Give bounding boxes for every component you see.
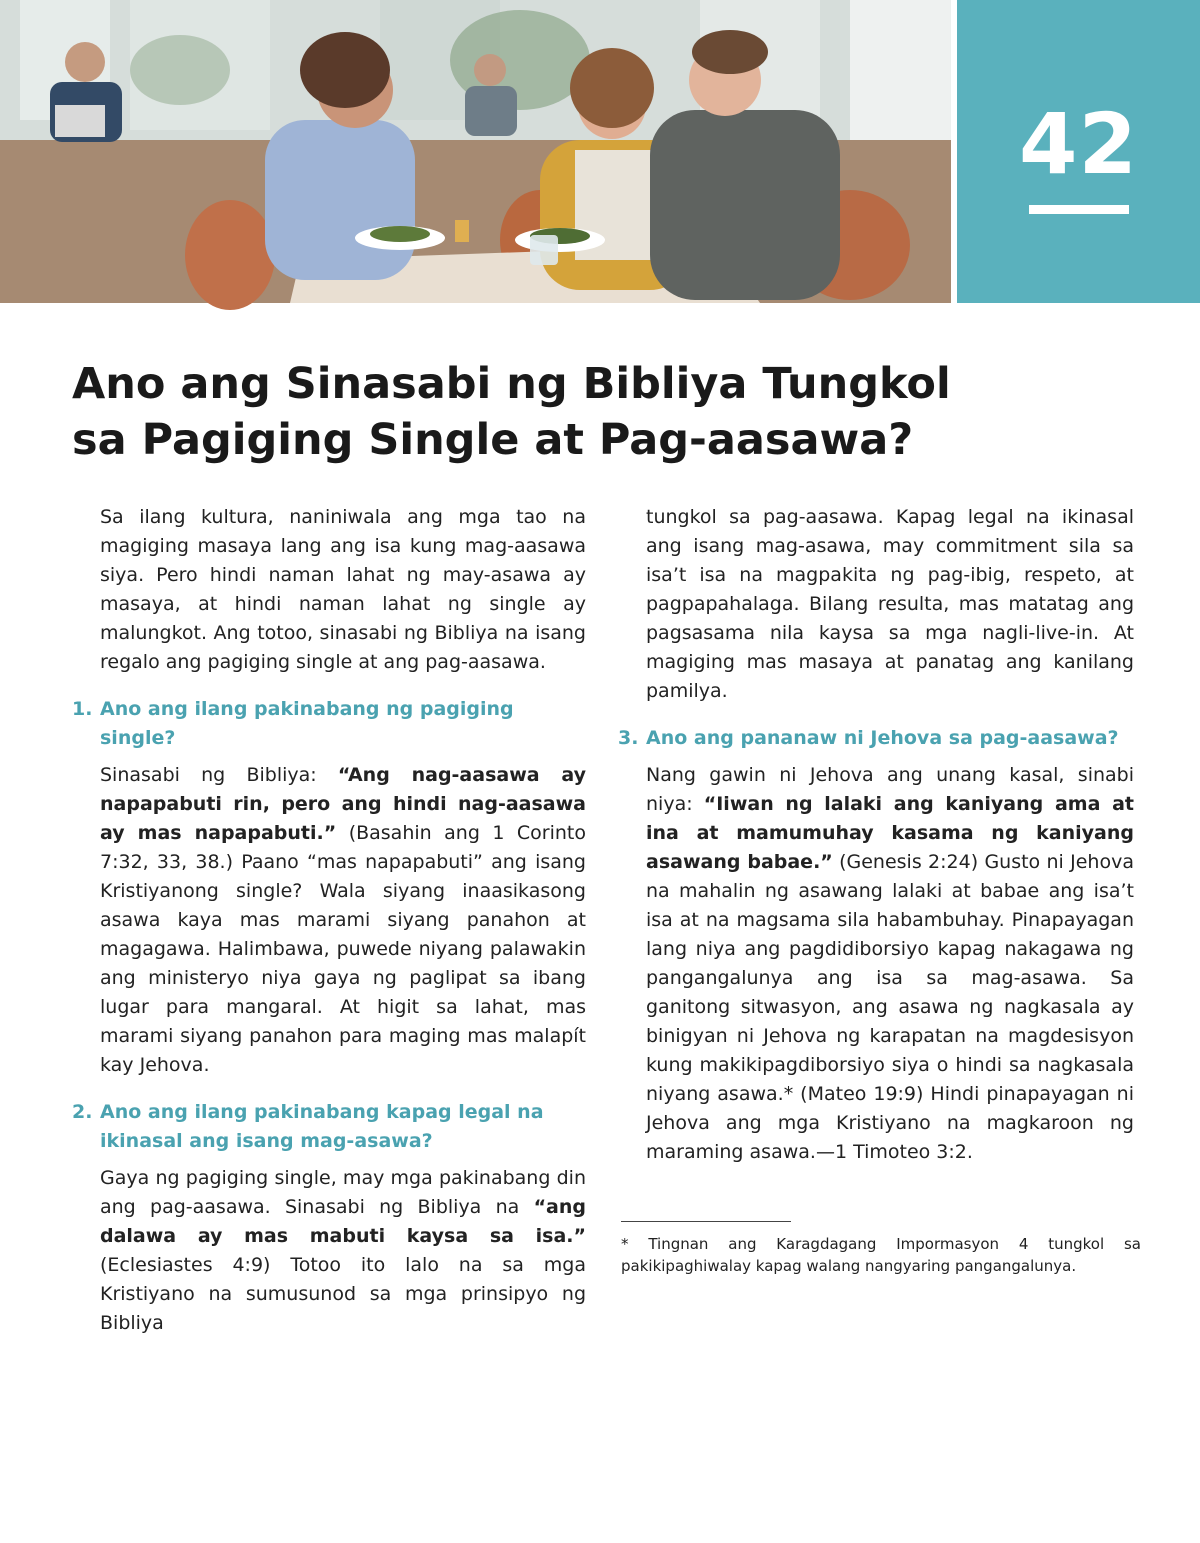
left-column bbox=[72, 503, 586, 1334]
answer-1-lead: Sinasabi ng Bibliya: bbox=[100, 764, 338, 786]
lesson-number: 42 bbox=[1019, 95, 1138, 193]
answer-1-quote: “Ang nag-aasawa ay napapabuti rin, pero ang hindi nag-aasawa ay mas napapabuti.” bbox=[100, 764, 586, 844]
question-2-text-line1: Ano ang ilang pakinabang kapag legal na bbox=[100, 1101, 544, 1123]
page-title-line1: Ano ang Sinasabi ng Bibliya Tungkol bbox=[72, 359, 951, 409]
question-3-heading bbox=[618, 724, 1134, 753]
lesson-number-underline bbox=[1029, 205, 1129, 214]
question-1-number: 1. bbox=[72, 698, 93, 720]
question-3-number: 3. bbox=[618, 727, 639, 749]
answer-3-body: (Genesis 2:24) Gusto ni Jehova na mahalin ng asawang lalaki at babae ang isa’t isa at na magsama sila habambuhay. Pinapayagan lang niya ang pagdidiborsiyo kapag nakagawa ng pangangalunya ang isa sa mag-asawa. Sa ganitong sitwasyon, ang asawa ng nagkasala ay binigyan ni Jehova ng karapatan na magdesisyon kung makikipagdiborsiyo siya o hindi sa nagkasala niyang asawa.* (Mateo 19:9) Hindi pinapayagan ni Jehova ang mga Kristiyano na magkaroon ng maraming asawa.—1 Timoteo 3:2. bbox=[646, 851, 1134, 1163]
answer-3-quote: “Iiwan ng lalaki ang kaniyang ama at ina at mamumuhay kasama ng kaniyang asawang babae.” bbox=[646, 793, 1134, 873]
answer-2-body-part1: (Eclesiastes 4:9) Totoo ito lalo na sa mga Kristiyano na sumusunod sa mga prinsipyo ng Bibliya bbox=[100, 1254, 586, 1334]
page-title-line2: sa Pagiging Single at Pag-aasawa? bbox=[72, 415, 914, 465]
cafe-photo-icon bbox=[0, 0, 951, 303]
footnote: * Tingnan ang Karagdagang Impormasyon 4 tungkol sa pakikipaghiwalay kapag walang nangyaring pangangalunya. bbox=[621, 1235, 1141, 1275]
answer-3-paragraph bbox=[646, 761, 1134, 1167]
question-2-number: 2. bbox=[72, 1101, 93, 1123]
answer-3-lead: Nang gawin ni Jehova ang unang kasal, sinabi niya: bbox=[646, 764, 1134, 815]
answer-2-lead: Gaya ng pagiging single, may mga pakinabang din ang pag-aasawa. Sinasabi ng Bibliya na bbox=[100, 1167, 586, 1218]
question-2-heading bbox=[72, 1098, 586, 1156]
question-1-text: Ano ang ilang pakinabang ng pagiging single? bbox=[100, 698, 514, 749]
header-photo bbox=[0, 0, 951, 303]
footnote-divider bbox=[621, 1221, 791, 1222]
page-title bbox=[72, 356, 1072, 468]
answer-1-body: (Basahin ang 1 Corinto 7:32, 33, 38.) Paano “mas napapabuti” ang isang Kristiyanong single? Wala siyang inaasikasong asawa kaya mas marami siyang panahon at magagawa. Halimbawa, puwede niyang palawakin ang ministeryo niya gaya ng paglipat sa ibang lugar para mangaral. At higit sa lahat, mas marami siyang panahon para maging mas malapít kay Jehova. bbox=[100, 822, 586, 1076]
lesson-number-box bbox=[957, 0, 1200, 303]
question-1-heading bbox=[72, 695, 586, 753]
answer-1-paragraph bbox=[100, 761, 586, 1080]
question-2-text-line2: ikinasal ang isang mag-asawa? bbox=[100, 1130, 433, 1152]
answer-2-paragraph bbox=[100, 1164, 586, 1334]
answer-2-quote: “ang dalawa ay mas mabuti kaysa sa isa.” bbox=[100, 1196, 586, 1247]
answer-2-body-part2: tungkol sa pag-aasawa. Kapag legal na ikinasal ang isang mag-asawa, may commitment sila sa isa’t isa na magpakita ng pag-ibig, respeto, at pagpapahalaga. Bilang resulta, mas matatag ang pagsasama nila kaysa sa mga nagli-live-in. At magiging mas masaya at panatag ang kanilang pamilya. bbox=[646, 506, 1134, 702]
question-3-text: Ano ang pananaw ni Jehova sa pag-aasawa? bbox=[646, 727, 1119, 749]
intro-paragraph: Sa ilang kultura, naniniwala ang mga tao na magiging masaya lang ang isa kung mag-aasawa siya. Pero hindi naman lahat ng may-asawa ay masaya, at hindi naman lahat ng single ay malungkot. Ang totoo, sinasabi ng Bibliya na isang regalo ang pagiging single at ang pag-aasawa. bbox=[100, 506, 586, 673]
right-column bbox=[618, 503, 1134, 1167]
